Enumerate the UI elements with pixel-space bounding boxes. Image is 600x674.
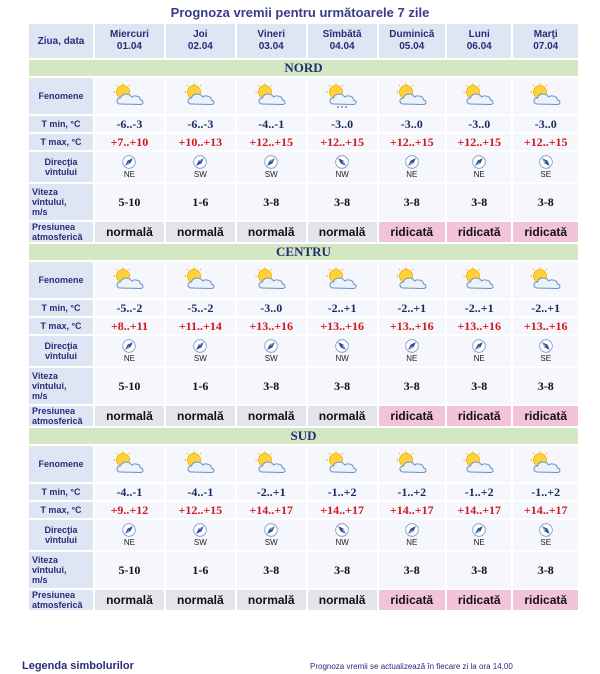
tmax-value: +12..+15 [308,134,377,150]
row-label-phenomena: Fenomene [29,262,93,298]
partly-cloudy-icon [461,451,497,477]
day-date: 04.04 [329,41,355,52]
tmax-value: +14..+17 [513,502,578,518]
tmax-value: +13..+16 [237,318,306,334]
wind-direction-cell [308,336,377,366]
wind-direction-text: SW [264,170,278,179]
tmin-value: -3..0 [237,300,306,316]
pressure-value: ridicată [513,222,578,242]
wind-speed-value: 1-6 [166,184,235,220]
wind-direction-text: SE [540,354,552,363]
row-label-wind-speed [29,184,93,220]
wind-direction-cell [166,152,235,182]
region-name: CENTRU [29,244,578,260]
wind-direction-row [29,152,578,182]
label-line: m/s [32,391,48,401]
tmax-row [29,502,578,518]
wind-direction-cell [447,336,511,366]
wind-arrow-icon [539,523,553,537]
page-title: Prognoza vremii pentru următoarele 7 zile [170,5,430,20]
wind-arrow-icon [193,523,207,537]
row-label-tmin: T min, °C [29,116,93,132]
partly-cloudy-icon [182,267,218,293]
wind-direction-cell [237,152,306,182]
tmax-value: +13..+16 [447,318,511,334]
tmin-value: -3..0 [447,116,511,132]
tmin-value: -1..+2 [447,484,511,500]
region-row [29,60,578,76]
region-name: NORD [29,60,578,76]
label-line: Viteza [32,555,58,565]
row-label-wind-direction [29,336,93,366]
pressure-value: ridicată [379,406,445,426]
tmax-value: +14..+17 [379,502,445,518]
day-header-1 [166,24,235,58]
wind-direction-text: SE [540,170,552,179]
tmin-value: -1..+2 [308,484,377,500]
row-label-tmax: T max, °C [29,502,93,518]
pressure-value: ridicată [447,222,511,242]
row-label-phenomena: Fenomene [29,78,93,114]
wind-direction-row [29,336,578,366]
wind-speed-value: 3-8 [379,368,445,404]
day-name: Joi [193,29,208,40]
tmax-value: +9..+12 [95,502,164,518]
tmax-value: +12..+15 [166,502,235,518]
tmin-value: -5..-2 [166,300,235,316]
label-line: Presiunea [32,406,76,416]
region-row [29,244,578,260]
tmax-value: +14..+17 [308,502,377,518]
row-label-pressure [29,406,93,426]
pressure-row [29,406,578,426]
tmin-value: -4..-1 [166,484,235,500]
wind-direction-cell [513,152,578,182]
weather-cell [308,78,377,114]
region-row [29,428,578,444]
tmin-value: -2..+1 [447,300,511,316]
label-line: m/s [32,207,48,217]
pressure-value: normală [166,406,235,426]
tmin-value: -1..+2 [513,484,578,500]
wind-speed-value: 5-10 [95,368,164,404]
partly-cloudy-icon [394,83,430,109]
weather-cell [308,446,377,482]
wind-direction-cell [166,336,235,366]
tmin-value: -2..+1 [513,300,578,316]
wind-arrow-icon [122,155,136,169]
day-date: 07.04 [533,41,559,52]
day-name: Luni [468,29,490,40]
wind-speed-value: 3-8 [308,368,377,404]
weather-cell [513,78,578,114]
label-line: Viteza [32,187,58,197]
wind-speed-value: 3-8 [513,184,578,220]
update-note: Prognoza vremii se actualizează în fiecare zi la ora 14.00 [310,662,513,671]
day-header-5 [447,24,511,58]
partly-cloudy-icon [253,267,289,293]
label-line: Presiunea [32,590,76,600]
wind-direction-text: NW [335,538,349,547]
row-label-tmax: T max, °C [29,318,93,334]
tmax-value: +10..+13 [166,134,235,150]
wind-arrow-icon [539,155,553,169]
day-name: Sîmbătă [322,29,362,40]
partly-cloudy-icon [528,451,564,477]
weather-cell [513,446,578,482]
wind-speed-value: 3-8 [513,552,578,588]
tmin-value: -1..+2 [379,484,445,500]
tmin-value: -3..0 [513,116,578,132]
phenomena-row [29,78,578,114]
phenomena-row [29,446,578,482]
tmin-value: -2..+1 [308,300,377,316]
wind-arrow-icon [335,155,349,169]
pressure-value: normală [308,590,377,610]
partly-cloudy-icon [394,267,430,293]
wind-arrow-icon [405,155,419,169]
tmax-value: +13..+16 [513,318,578,334]
wind-speed-value: 3-8 [237,184,306,220]
partly-cloudy-icon [324,267,360,293]
forecast-table [27,22,580,612]
header-label: Ziua, data [29,24,93,58]
wind-direction-text: NE [473,354,485,363]
pressure-value: ridicată [447,590,511,610]
wind-speed-value: 3-8 [513,368,578,404]
wind-arrow-icon [405,339,419,353]
tmin-row [29,116,578,132]
pressure-value: normală [308,222,377,242]
wind-arrow-icon [193,339,207,353]
tmin-value: -2..+1 [237,484,306,500]
wind-direction-text: NE [406,170,418,179]
partly-cloudy-icon [528,83,564,109]
weather-cell [447,78,511,114]
partly-cloudy-icon [111,83,147,109]
label-line: Direcţia [44,341,78,351]
wind-speed-value: 3-8 [237,552,306,588]
row-label-wind-speed [29,368,93,404]
pressure-value: normală [166,222,235,242]
wind-direction-row [29,520,578,550]
tmin-row [29,484,578,500]
pressure-value: ridicată [379,590,445,610]
wind-speed-value: 1-6 [166,368,235,404]
partly-cloudy-icon [111,451,147,477]
day-name: Marţi [533,29,558,40]
row-label-wind-direction [29,152,93,182]
row-label-pressure [29,590,93,610]
weather-cell [166,78,235,114]
pressure-row [29,590,578,610]
pressure-row [29,222,578,242]
wind-arrow-icon [335,523,349,537]
weather-cell [447,446,511,482]
tmin-value: -5..-2 [95,300,164,316]
wind-direction-cell [95,152,164,182]
wind-arrow-icon [472,155,486,169]
wind-direction-cell [308,152,377,182]
tmin-row [29,300,578,316]
wind-arrow-icon [264,155,278,169]
tmax-row [29,318,578,334]
day-header-0 [95,24,164,58]
wind-arrow-icon [405,523,419,537]
day-date: 06.04 [466,41,492,52]
tmax-value: +8..+11 [95,318,164,334]
tmax-row [29,134,578,150]
weather-cell [379,446,445,482]
wind-speed-value: 3-8 [447,184,511,220]
wind-arrow-icon [539,339,553,353]
wind-direction-cell [237,336,306,366]
tmax-value: +13..+16 [379,318,445,334]
pressure-value: normală [308,406,377,426]
label-line: vîntului, [32,197,67,207]
pressure-value: normală [237,406,306,426]
tmin-value: -6..-3 [166,116,235,132]
partly-cloudy-icon [253,451,289,477]
weather-cell [166,262,235,298]
region-name: SUD [29,428,578,444]
partly-cloudy-icon [394,451,430,477]
pressure-value: ridicată [513,406,578,426]
tmax-value: +14..+17 [447,502,511,518]
wind-direction-text: NE [123,354,135,363]
day-header-6 [513,24,578,58]
partly-cloudy-icon [461,267,497,293]
tmax-value: +14..+17 [237,502,306,518]
label-line: Direcţia [44,157,78,167]
row-label-tmin: T min, °C [29,484,93,500]
partly-cloudy-icon [528,267,564,293]
weather-cell [379,262,445,298]
wind-direction-cell [308,520,377,550]
label-line: atmosferică [32,600,83,610]
weather-cell [379,78,445,114]
partly-cloudy-icon [182,83,218,109]
tmax-value: +12..+15 [237,134,306,150]
wind-speed-value: 3-8 [308,552,377,588]
partly-cloudy-icon [461,83,497,109]
wind-direction-text: SE [540,538,552,547]
tmin-value: -2..+1 [379,300,445,316]
weather-cell [237,446,306,482]
row-label-wind-direction [29,520,93,550]
header-row [29,24,578,58]
wind-arrow-icon [122,339,136,353]
tmin-value: -4..-1 [95,484,164,500]
tmax-value: +7..+10 [95,134,164,150]
wind-direction-text: NW [335,170,349,179]
tmax-value: +12..+15 [513,134,578,150]
wind-speed-value: 1-6 [166,552,235,588]
row-label-pressure [29,222,93,242]
wind-speed-row [29,552,578,588]
wind-direction-text: SW [193,354,207,363]
partly-cloudy-icon [182,451,218,477]
weather-cell [95,446,164,482]
day-date: 05.04 [399,41,425,52]
weather-cell [237,78,306,114]
wind-direction-text: NE [406,538,418,547]
wind-direction-cell [166,520,235,550]
weather-cell [95,78,164,114]
day-name: Miercuri [109,29,149,40]
legend-link[interactable]: Legenda simbolurilor [22,660,134,672]
pressure-value: normală [95,590,164,610]
weather-cell [237,262,306,298]
label-line: atmosferică [32,232,83,242]
label-line: vîntului, [32,565,67,575]
row-label-tmin: T min, °C [29,300,93,316]
wind-direction-cell [379,336,445,366]
wind-arrow-icon [122,523,136,537]
label-line: Direcţia [44,525,78,535]
label-line: vîntului [45,535,77,545]
tmax-value: +13..+16 [308,318,377,334]
weather-cell [166,446,235,482]
tmin-value: -3..0 [379,116,445,132]
wind-direction-cell [447,520,511,550]
wind-speed-value: 3-8 [308,184,377,220]
pressure-value: ridicată [513,590,578,610]
label-line: m/s [32,575,48,585]
day-name: Vineri [257,29,286,40]
wind-arrow-icon [472,523,486,537]
wind-direction-text: NE [473,170,485,179]
tmin-value: -6..-3 [95,116,164,132]
pressure-value: normală [166,590,235,610]
wind-speed-value: 3-8 [447,368,511,404]
wind-direction-text: NE [123,538,135,547]
wind-direction-text: NE [473,538,485,547]
day-header-4 [379,24,445,58]
row-label-phenomena: Fenomene [29,446,93,482]
wind-direction-text: SW [193,170,207,179]
label-line: vîntului [45,167,77,177]
weather-cell [308,262,377,298]
wind-direction-cell [379,152,445,182]
weather-cell [447,262,511,298]
wind-speed-row [29,184,578,220]
wind-direction-text: NW [335,354,349,363]
label-line: Presiunea [32,222,76,232]
wind-direction-cell [513,520,578,550]
wind-arrow-icon [264,339,278,353]
wind-direction-text: NE [406,354,418,363]
wind-arrow-icon [193,155,207,169]
wind-direction-cell [95,520,164,550]
wind-direction-cell [95,336,164,366]
wind-direction-text: SW [264,354,278,363]
pressure-value: normală [237,222,306,242]
wind-direction-text: SW [193,538,207,547]
wind-speed-value: 5-10 [95,184,164,220]
wind-direction-cell [237,520,306,550]
day-date: 01.04 [116,41,142,52]
pressure-value: normală [95,222,164,242]
phenomena-row [29,262,578,298]
wind-direction-cell [513,336,578,366]
partly-cloudy-icon [324,451,360,477]
pressure-value: ridicată [447,406,511,426]
day-header-3 [308,24,377,58]
wind-speed-value: 3-8 [447,552,511,588]
day-name: Duminică [389,29,435,40]
wind-speed-value: 3-8 [379,184,445,220]
wind-direction-cell [447,152,511,182]
label-line: atmosferică [32,416,83,426]
tmax-value: +11..+14 [166,318,235,334]
cloudy-light-rain-icon [324,83,360,109]
tmax-value: +12..+15 [447,134,511,150]
label-line: vîntului, [32,381,67,391]
wind-arrow-icon [264,523,278,537]
label-line: Viteza [32,371,58,381]
tmin-value: -3..0 [308,116,377,132]
day-date: 03.04 [258,41,284,52]
day-header-2 [237,24,306,58]
partly-cloudy-icon [111,267,147,293]
weather-cell [513,262,578,298]
weather-cell [95,262,164,298]
wind-speed-value: 3-8 [379,552,445,588]
wind-arrow-icon [335,339,349,353]
wind-direction-text: NE [123,170,135,179]
day-date: 02.04 [187,41,213,52]
wind-speed-value: 5-10 [95,552,164,588]
tmax-value: +12..+15 [379,134,445,150]
row-label-wind-speed [29,552,93,588]
partly-cloudy-icon [253,83,289,109]
row-label-tmax: T max, °C [29,134,93,150]
pressure-value: ridicată [379,222,445,242]
pressure-value: normală [95,406,164,426]
wind-speed-value: 3-8 [237,368,306,404]
wind-speed-row [29,368,578,404]
pressure-value: normală [237,590,306,610]
tmin-value: -4..-1 [237,116,306,132]
wind-direction-cell [379,520,445,550]
wind-direction-text: SW [264,538,278,547]
label-line: vîntului [45,351,77,361]
wind-arrow-icon [472,339,486,353]
